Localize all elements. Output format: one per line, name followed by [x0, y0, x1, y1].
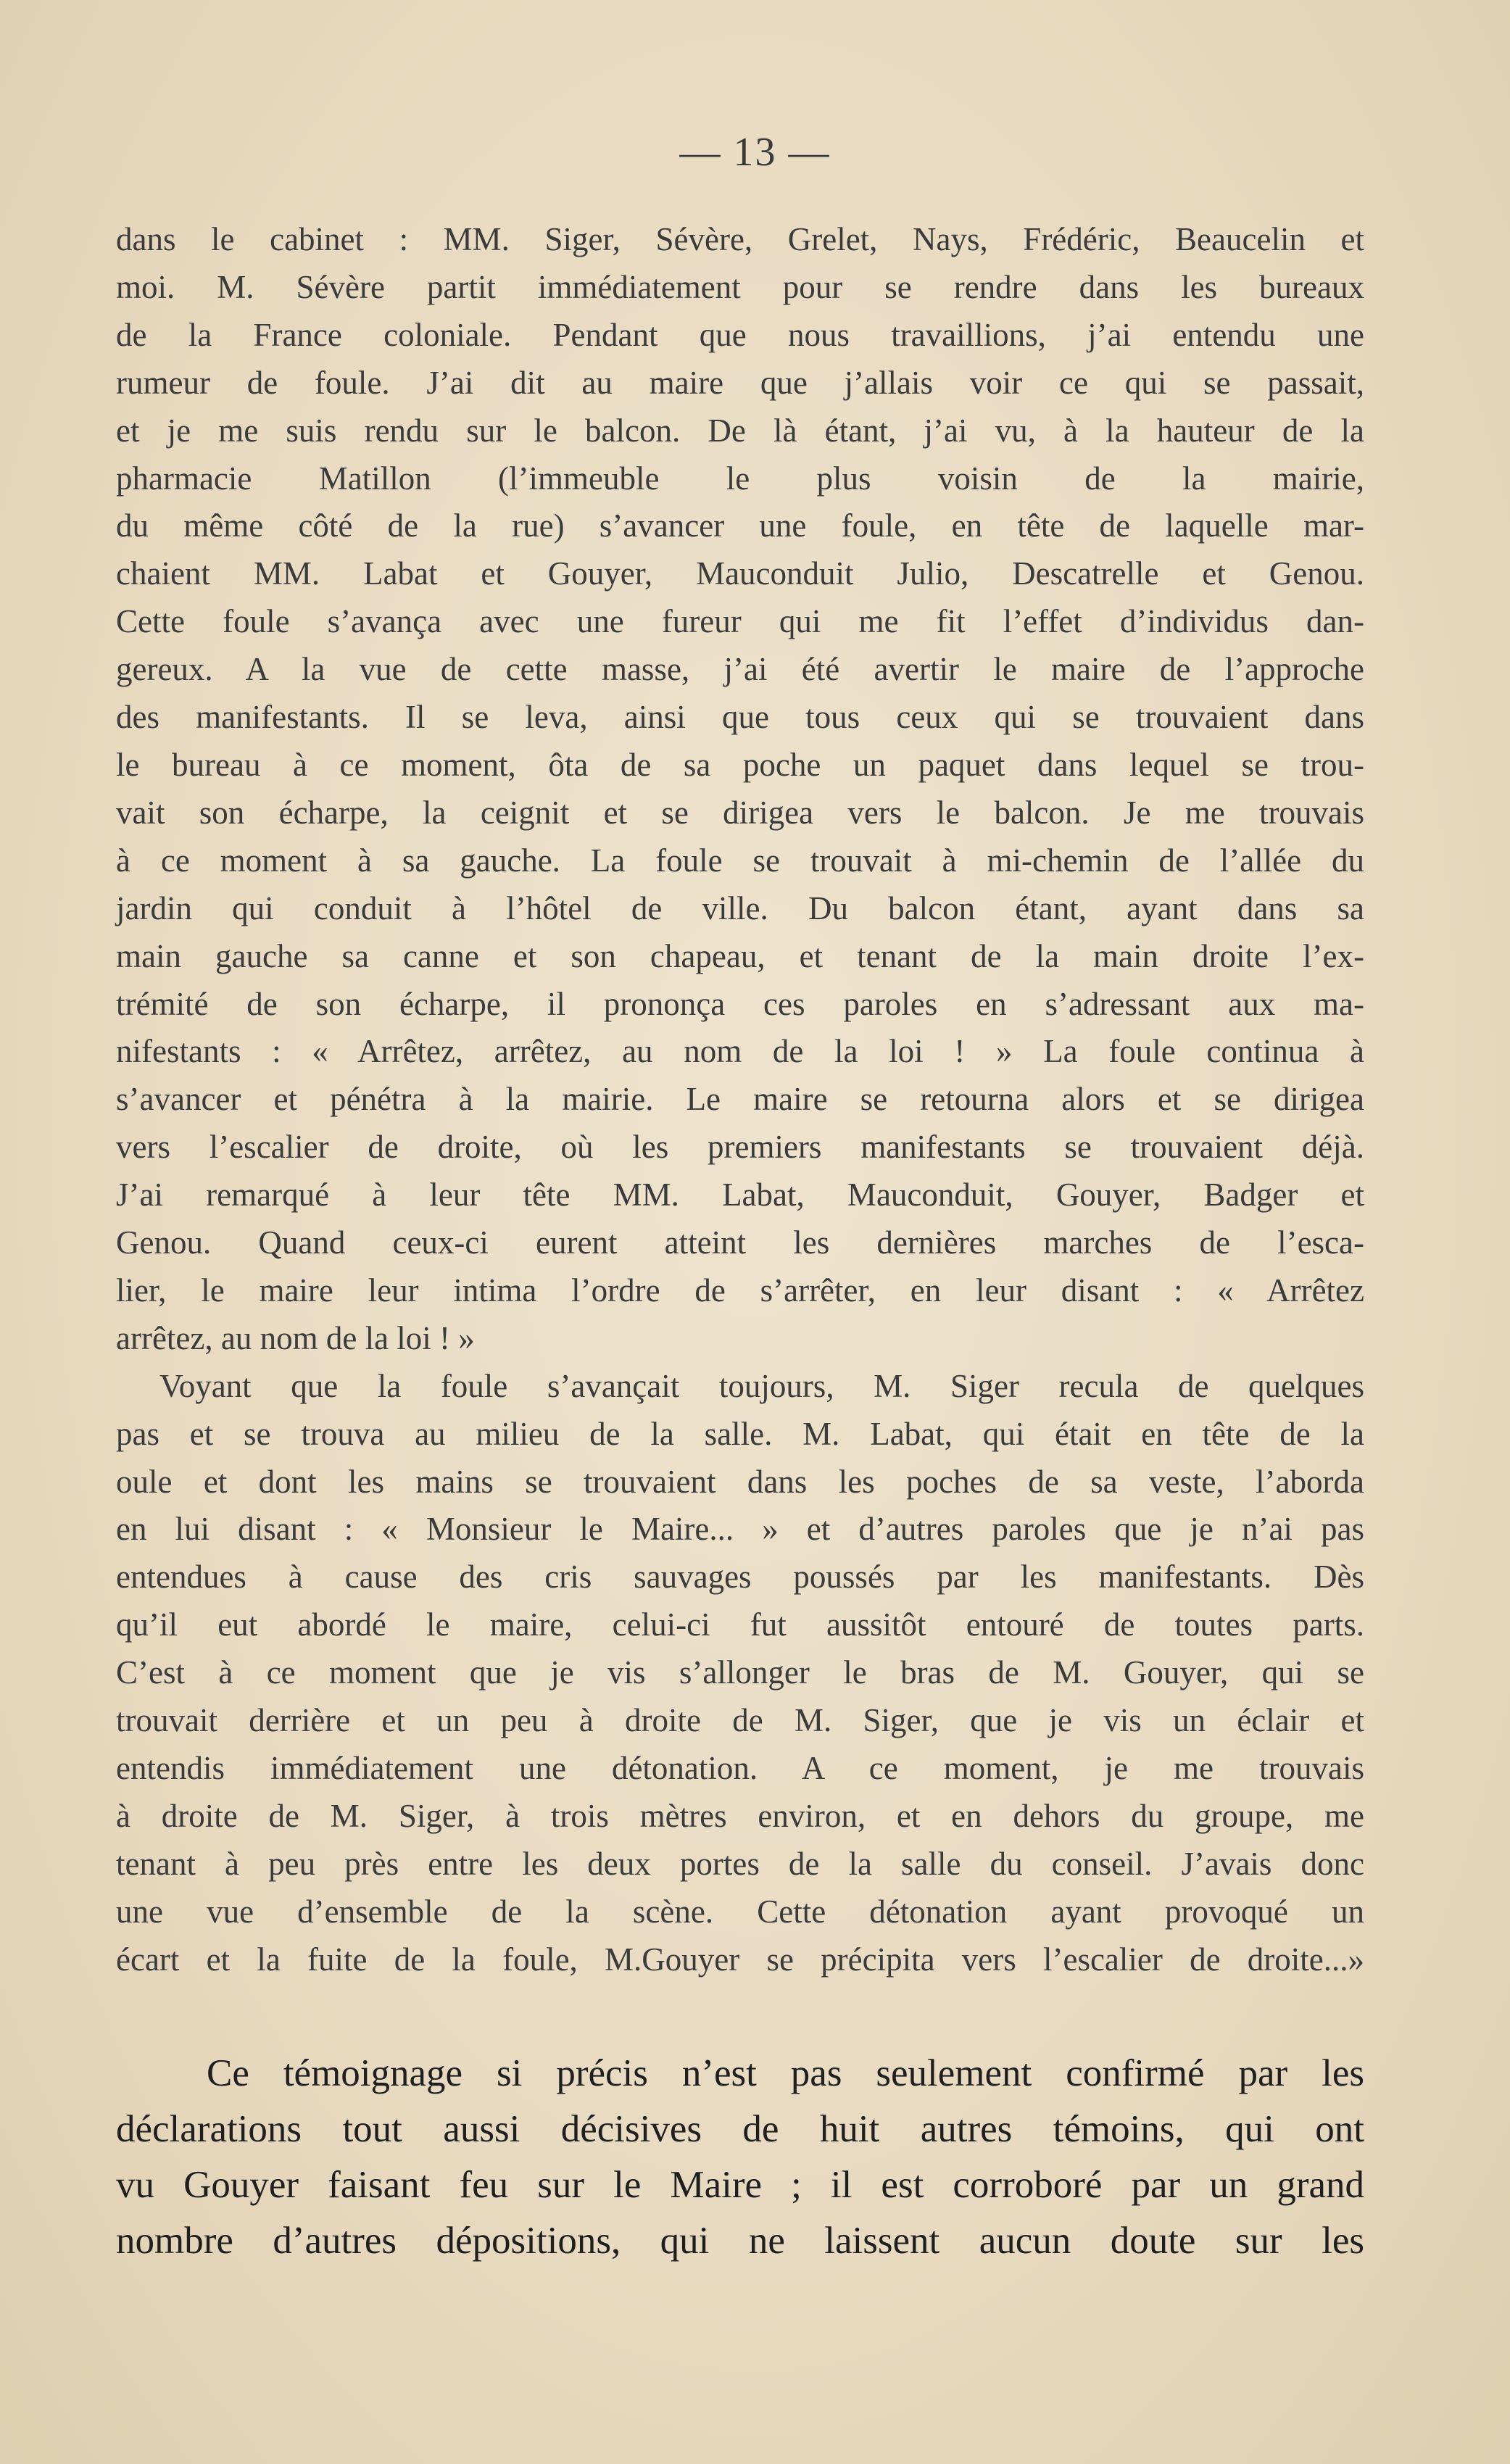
- text-line: trémité de son écharpe, il prononça ces paroles en s’adressant aux ma-: [116, 985, 1364, 1022]
- text-line: à droite de M. Siger, à trois mètres environ, et en dehors du groupe, me: [116, 1797, 1364, 1834]
- text-line: de la France coloniale. Pendant que nous travaillions, j’ai entendu une: [116, 316, 1364, 353]
- text-line: à ce moment à sa gauche. La foule se trouvait à mi-chemin de l’allée du: [116, 842, 1364, 879]
- text-line: nombre d’autres dépositions, qui ne laissent aucun doute sur les: [116, 2220, 1364, 2262]
- text-line: déclarations tout aussi décisives de huit autres témoins, qui ont: [116, 2108, 1364, 2150]
- text-line: chaient MM. Labat et Gouyer, Mauconduit Julio, Descatrelle et Genou.: [116, 555, 1364, 592]
- text-line: C’est à ce moment que je vis s’allonger le bras de M. Gouyer, qui se: [116, 1654, 1364, 1691]
- text-line: main gauche sa canne et son chapeau, et tenant de la main droite l’ex-: [116, 937, 1364, 974]
- text-line: et je me suis rendu sur le balcon. De là étant, j’ai vu, à la hauteur de la: [116, 412, 1364, 449]
- text-line: écart et la fuite de la foule, M.Gouyer se précipita vers l’escalier de droite...»: [116, 1941, 1364, 1978]
- text-line: dans le cabinet : MM. Siger, Sévère, Grelet, Nays, Frédéric, Beaucelin et: [116, 221, 1364, 257]
- text-line: moi. M. Sévère partit immédiatement pour se rendre dans les bureaux: [116, 268, 1364, 305]
- text-line: J’ai remarqué à leur tête MM. Labat, Mauconduit, Gouyer, Badger et: [116, 1177, 1364, 1214]
- text-line: Ce témoignage si précis n’est pas seulement confirmé par les: [207, 2052, 1364, 2094]
- text-line: Genou. Quand ceux-ci eurent atteint les dernières marches de l’esca-: [116, 1224, 1364, 1261]
- text-line: une vue d’ensemble de la scène. Cette détonation ayant provoqué un: [116, 1893, 1364, 1930]
- text-line: le bureau à ce moment, ôta de sa poche un paquet dans lequel se trou-: [116, 746, 1364, 783]
- text-line: lier, le maire leur intima l’ordre de s’arrêter, en leur disant : « Arrêtez: [116, 1272, 1364, 1308]
- text-line: du même côté de la rue) s’avancer une foule, en tête de laquelle mar-: [116, 507, 1364, 544]
- text-line: oule et dont les mains se trouvaient dans les poches de sa veste, l’aborda: [116, 1463, 1364, 1500]
- text-line: en lui disant : « Monsieur le Maire... » et d’autres paroles que je n’ai pas: [116, 1511, 1364, 1548]
- text-line: pharmacie Matillon (l’immeuble le plus voisin de la mairie,: [116, 460, 1364, 497]
- text-line: qu’il eut abordé le maire, celui-ci fut aussitôt entouré de toutes parts.: [116, 1606, 1364, 1643]
- text-line: arrêtez, au nom de la loi ! »: [116, 1319, 475, 1356]
- page-number: — 13 —: [679, 130, 831, 175]
- text-line: entendues à cause des cris sauvages poussés par les manifestants. Dès: [116, 1559, 1364, 1596]
- text-line: entendis immédiatement une détonation. A ce moment, je me trouvais: [116, 1750, 1364, 1786]
- text-line: trouvait derrière et un peu à droite de M. Siger, que je vis un éclair et: [116, 1702, 1364, 1739]
- text-line: tenant à peu près entre les deux portes de la salle du conseil. J’avais donc: [116, 1845, 1364, 1882]
- testimony-paragraph: [116, 216, 1364, 1984]
- text-line: des manifestants. Il se leva, ainsi que tous ceux qui se trouvaient dans: [116, 699, 1364, 736]
- text-line: nifestants : « Arrêtez, arrêtez, au nom de la loi ! » La foule continua à: [116, 1033, 1364, 1070]
- text-line: vers l’escalier de droite, où les premiers manifestants se trouvaient déjà.: [116, 1129, 1364, 1166]
- summary-paragraph: [116, 2046, 1364, 2269]
- text-line: vait son écharpe, la ceignit et se dirigea vers le balcon. Je me trouvais: [116, 794, 1364, 831]
- text-line: vu Gouyer faisant feu sur le Maire ; il est corroboré par un grand: [116, 2164, 1364, 2206]
- text-line: gereux. A la vue de cette masse, j’ai été avertir le maire de l’approche: [116, 651, 1364, 688]
- text-line: s’avancer et pénétra à la mairie. Le maire se retourna alors et se dirigea: [116, 1081, 1364, 1118]
- text-line: Voyant que la foule s’avançait toujours, M. Siger recula de quelques: [159, 1367, 1364, 1404]
- text-line: Cette foule s’avança avec une fureur qui me fit l’effet d’individus dan-: [116, 603, 1364, 640]
- text-line: jardin qui conduit à l’hôtel de ville. Du balcon étant, ayant dans sa: [116, 889, 1364, 926]
- text-line: rumeur de foule. J’ai dit au maire que j’allais voir ce qui se passait,: [116, 364, 1364, 401]
- text-line: pas et se trouva au milieu de la salle. M. Labat, qui était en tête de la: [116, 1415, 1364, 1452]
